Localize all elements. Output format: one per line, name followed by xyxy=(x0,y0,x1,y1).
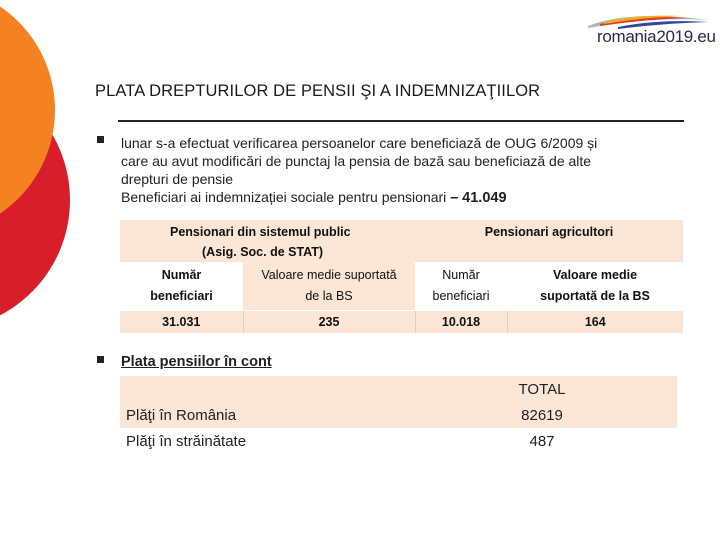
header-public-subtitle: (Asig. Soc. de STAT) xyxy=(202,245,324,259)
col-header-agri-count xyxy=(415,262,507,311)
header-agricultural-pensioners: Pensionari agricultori xyxy=(484,225,614,239)
logo-text: romania2019.eu xyxy=(597,27,716,46)
total-header: TOTAL xyxy=(407,376,677,402)
beneficiaries-dash: – xyxy=(450,190,459,206)
header-public-title: Pensionari din sistemul public xyxy=(170,225,351,239)
col-header-line: Valoare medie xyxy=(552,268,638,282)
beneficiaries-value: 41.049 xyxy=(462,190,507,206)
value-agri-count: 10.018 xyxy=(415,311,507,334)
row-value-abroad: 487 xyxy=(407,428,677,454)
col-header-line: beneficiari xyxy=(432,289,490,303)
col-header-line: beneficiari xyxy=(150,289,213,303)
row-value-romania: 82619 xyxy=(407,402,677,428)
col-header-public-avg xyxy=(243,262,415,311)
value-agri-avg: 164 xyxy=(507,311,683,334)
section-title-payments: Plata pensiilor în cont xyxy=(121,354,272,370)
para-line-3: drepturi de pensie xyxy=(121,171,234,187)
header-public-pensioners xyxy=(120,220,415,262)
left-decoration xyxy=(0,0,80,540)
col-header-public-count xyxy=(120,262,243,311)
col-header-line: de la BS xyxy=(305,289,353,303)
para-line-2: care au avut modificări de punctaj la pensia de bază sau beneficiază de alte xyxy=(121,153,592,169)
col-header-line: Număr xyxy=(161,268,202,282)
pensioners-table xyxy=(120,220,683,333)
payments-table xyxy=(120,376,677,454)
row-label-romania: Plăţi în România xyxy=(120,402,407,428)
bullet-square-icon xyxy=(97,356,104,363)
beneficiaries-line xyxy=(121,188,677,207)
bullet-square-icon xyxy=(97,136,104,143)
page-title: PLATA DREPTURILOR DE PENSII ŞI A INDEMNIZAŢIILOR xyxy=(95,82,541,100)
col-header-agri-avg xyxy=(507,262,683,311)
col-header-line: suportată de la BS xyxy=(540,289,650,303)
para-line-1: lunar s-a efectuat verificarea persoanelor care beneficiază de OUG 6/2009 și xyxy=(121,135,598,151)
orange-circle xyxy=(0,0,55,235)
title-underline xyxy=(118,120,684,122)
red-circle xyxy=(0,70,70,330)
value-public-count: 31.031 xyxy=(120,311,243,334)
verification-paragraph xyxy=(121,134,677,207)
col-header-line: Valoare medie suportată xyxy=(261,268,397,282)
value-public-avg: 235 xyxy=(243,311,415,334)
beneficiaries-label: Beneficiari ai indemnizației sociale pentru pensionari xyxy=(121,189,447,205)
empty-header-cell xyxy=(120,376,407,402)
row-label-abroad: Plăţi în străinătate xyxy=(120,428,407,454)
col-header-line: Număr xyxy=(442,268,480,282)
